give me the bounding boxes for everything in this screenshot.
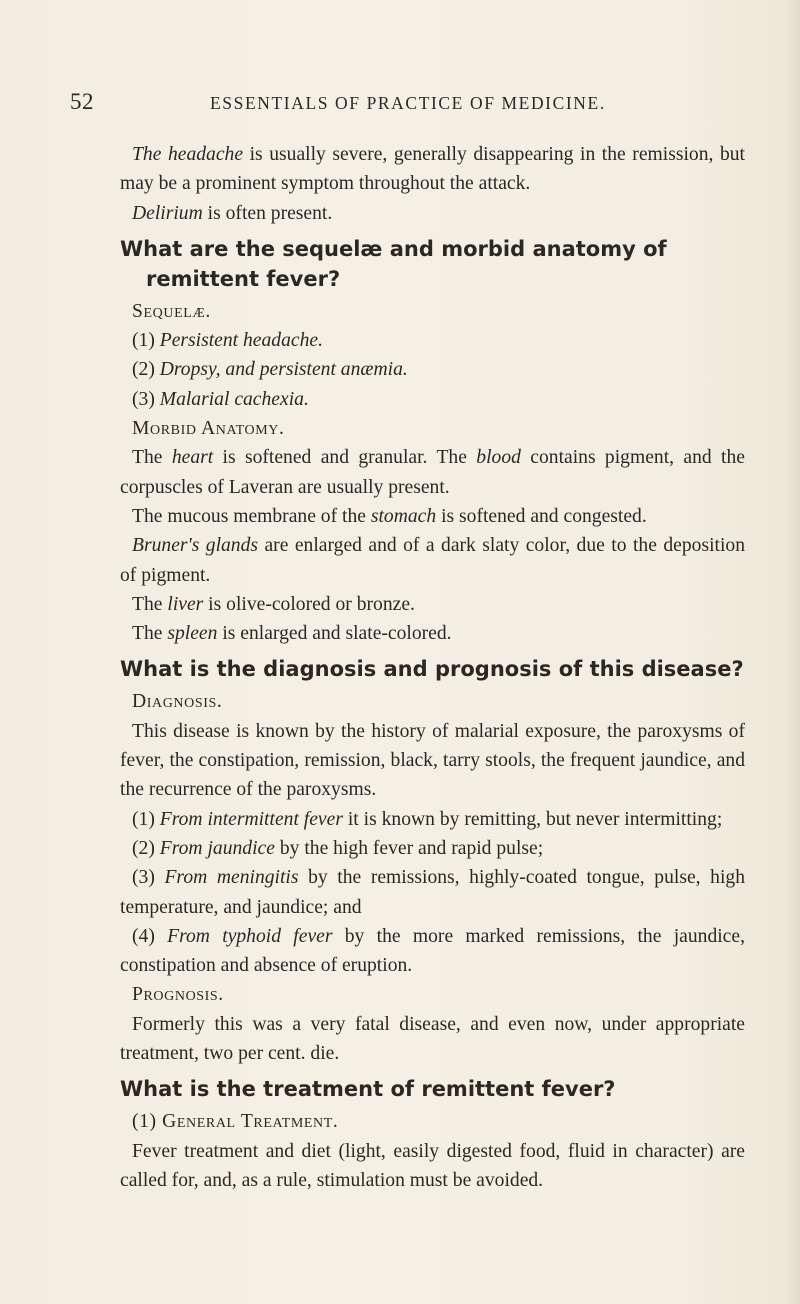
stomach-paragraph (120, 502, 745, 531)
running-title: ESSENTIALS OF PRACTICE OF MEDICINE. (210, 93, 606, 113)
item-text: it is known by remitting, but never intermitting; (342, 808, 723, 830)
sequelae-item-3 (120, 385, 745, 414)
item-number: (3) (132, 867, 165, 889)
liver-paragraph (120, 590, 745, 619)
morbid-anatomy-heading: Morbid Anatomy. (132, 418, 285, 440)
text: The (132, 447, 172, 469)
page-header (70, 89, 760, 125)
item-number: (4) (132, 925, 168, 947)
item-number: (3) (132, 388, 160, 410)
liver-term: liver (167, 593, 204, 615)
text: is olive-colored or bronze. (203, 593, 415, 615)
item-text: Dropsy, and persistent anæmia. (159, 359, 408, 381)
diagnosis-paragraph: This disease is known by the history of malarial exposure, the paroxysms of fever, the constipation, remission, black, tarry stools, the frequent jaundice, and the recurrence of the paroxysms. (120, 720, 745, 801)
diagnosis-item-4 (120, 922, 745, 981)
headache-paragraph (120, 140, 745, 199)
sequelae-heading: Sequelæ. (132, 300, 211, 322)
item-text: by the more marked remissions, the jaundice, constipation and absence of eruption. (120, 925, 745, 977)
text: The (132, 623, 168, 645)
text: The mucous membrane of the (132, 505, 371, 527)
delirium-paragraph (120, 199, 745, 228)
headache-term: The headache (132, 144, 244, 165)
prognosis-heading: Prognosis. (132, 984, 224, 1006)
headache-text: is usually severe, generally disappearing in the remission, but may be a prominent symptom throughout the attack. (120, 144, 745, 195)
delirium-text: is often present. (202, 202, 333, 224)
diagnosis-item-2 (120, 834, 745, 863)
question-treatment: What is the treatment of remittent fever? (120, 1077, 616, 1102)
bruner-paragraph (120, 531, 745, 590)
text: is softened and congested. (436, 505, 647, 527)
heart-blood-paragraph (120, 443, 745, 502)
spleen-term: spleen (167, 623, 218, 645)
stomach-term: stomach (370, 505, 437, 527)
diagnosis-item-1 (120, 805, 745, 834)
item-term: From meningitis (164, 867, 299, 889)
question-sequelae: What are the sequelæ and morbid anatomy of remittent fever? (120, 236, 667, 291)
item-number: (2) (132, 837, 160, 859)
page-edge-shadow (786, 0, 800, 1304)
page-body (120, 140, 745, 1195)
item-text: by the remissions, highly-coated tongue, pulse, high temperature, and jaundice; and (120, 867, 745, 918)
page-number: 52 (70, 89, 94, 114)
item-number: (2) (132, 359, 160, 381)
item-term: From intermittent fever (159, 808, 343, 830)
item-text: Malarial cachexia. (159, 388, 309, 410)
heart-term: heart (171, 447, 214, 469)
text: The (132, 593, 168, 615)
text: are enlarged and of a dark slaty color, due to the deposition of pigment. (120, 535, 745, 586)
prognosis-paragraph: Formerly this was a very fatal disease, and even now, under appropriate treatment, two per cent. die. (120, 1013, 745, 1065)
delirium-term: Delirium (132, 202, 203, 224)
item-term: From typhoid fever (167, 925, 333, 947)
sequelae-item-1 (120, 326, 745, 355)
text: is enlarged and slate-colored. (217, 623, 452, 645)
diagnosis-heading: Diagnosis. (132, 691, 223, 713)
sequelae-item-2 (120, 355, 745, 384)
diagnosis-item-3 (120, 863, 745, 922)
item-text: by the high fever and rapid pulse; (274, 837, 544, 859)
blood-term: blood (476, 447, 521, 469)
text: contains pigment, and the corpuscles of Laveran are usually present. (120, 447, 745, 498)
question-diagnosis: What is the diagnosis and prognosis of this disease? (120, 657, 744, 682)
general-treatment-heading: (1) General Treatment. (132, 1111, 339, 1133)
general-treatment-paragraph: Fever treatment and diet (light, easily digested food, fluid in character) are called for, and, as a rule, stimulation must be avoided. (120, 1140, 745, 1191)
item-term: From jaundice (159, 837, 275, 859)
item-number: (1) (132, 330, 160, 352)
item-number: (1) (132, 808, 160, 830)
item-text: Persistent headache. (159, 330, 323, 352)
spleen-paragraph (120, 619, 745, 648)
text: is softened and granular. The (213, 447, 477, 469)
bruner-term: Bruner's glands (132, 535, 259, 557)
